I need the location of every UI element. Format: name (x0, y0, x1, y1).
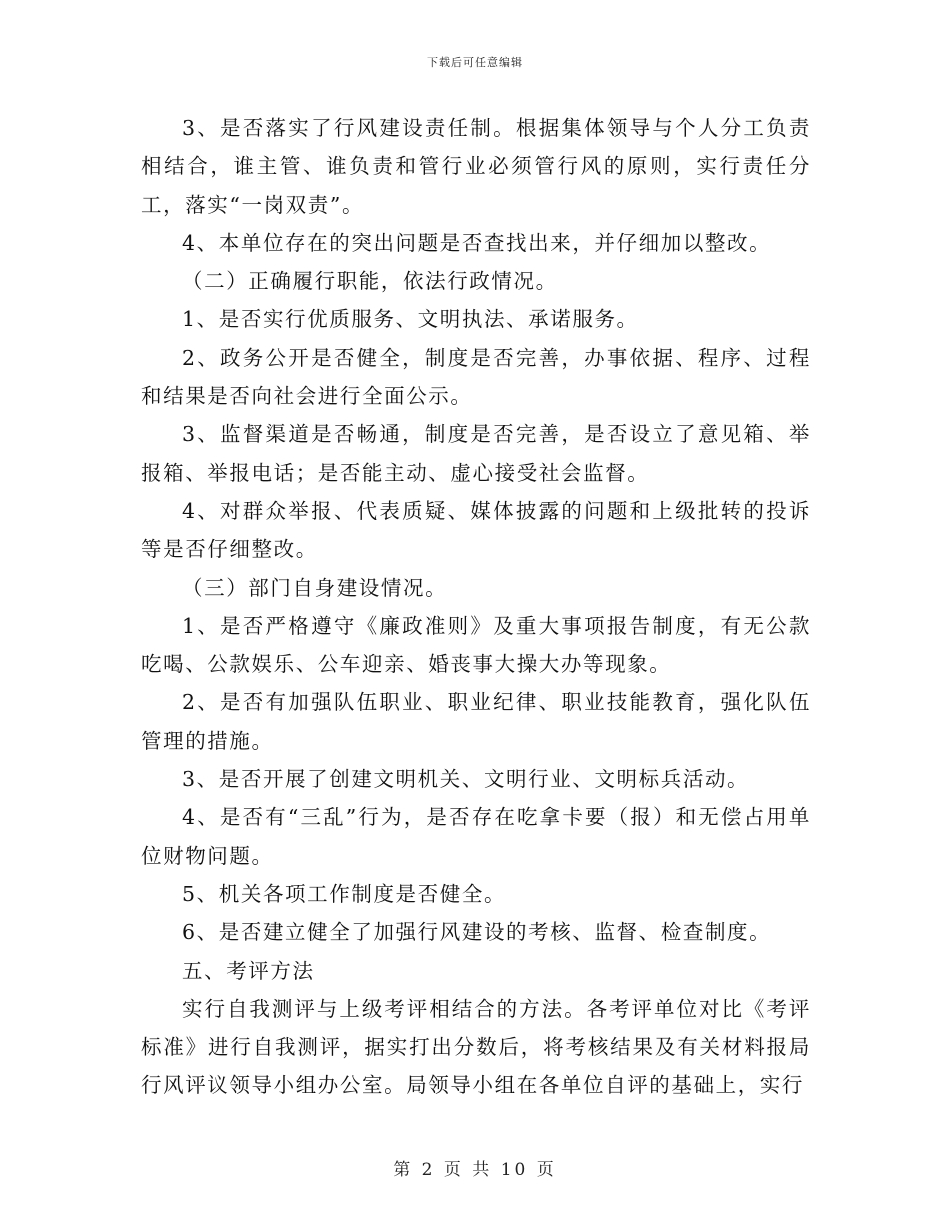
paragraph-item-5-work-system: 5、机关各项工作制度是否健全。 (182, 881, 507, 906)
section-heading-3: （三）部门自身建设情况。 (182, 575, 448, 600)
paragraph-item-4-complaints: 4、对群众举报、代表质疑、媒体披露的问题和上级批转的投诉等是否仔细整改。 (141, 498, 811, 562)
paragraph-item-1-integrity: 1、是否严格遵守《廉政准则》及重大事项报告制度，有无公款吃喝、公款娱乐、公车迎亲、婚丧事大操大办等现象。 (141, 613, 811, 677)
paragraph-item-2-transparency: 2、政务公开是否健全，制度是否完善，办事依据、程序、过程和结果是否向社会进行全面公示。 (141, 345, 811, 409)
paragraph-evaluation-method: 实行自我测评与上级考评相结合的方法。各考评单位对比《考评标准》进行自我测评，据实打出分数后，将考核结果及有关材料报局行风评议领导小组办公室。局领导小组在各单位自评的基础上，实行 (141, 996, 811, 1098)
paragraph-item-4-problems: 4、本单位存在的突出问题是否查找出来，并仔细加以整改。 (182, 230, 772, 255)
section-heading-5-method: 五、考评方法 (182, 958, 315, 983)
page-number: 第 2 页 共 10 页 (393, 1160, 557, 1180)
paragraph-item-3-supervision: 3、监督渠道是否畅通，制度是否完善，是否设立了意见箱、举报箱、举报电话；是否能主动、虚心接受社会监督。 (141, 422, 811, 485)
paragraph-item-6-assessment-system: 6、是否建立健全了加强行风建设的考核、监督、检查制度。 (182, 920, 772, 945)
paragraph-item-2-team-education: 2、是否有加强队伍职业、职业纪律、职业技能教育，强化队伍管理的措施。 (141, 690, 811, 753)
document-body (141, 109, 811, 1105)
paragraph-item-3-responsibility: 3、是否落实了行风建设责任制。根据集体领导与个人分工负责相结合，谁主管、谁负责和管行业必须管行风的原则，实行责任分工，落实“一岗双责”。 (141, 116, 811, 217)
page-header-note: 下载后可任意编辑 (427, 56, 523, 69)
section-heading-2: （二）正确履行职能，依法行政情况。 (182, 269, 558, 294)
paragraph-item-4-three-disorders: 4、是否有“三乱”行为，是否存在吃拿卡要（报）和无偿占用单位财物问题。 (141, 805, 811, 868)
paragraph-item-1-service: 1、是否实行优质服务、文明执法、承诺服务。 (182, 307, 639, 332)
paragraph-item-3-civilization: 3、是否开展了创建文明机关、文明行业、文明标兵活动。 (182, 767, 750, 792)
